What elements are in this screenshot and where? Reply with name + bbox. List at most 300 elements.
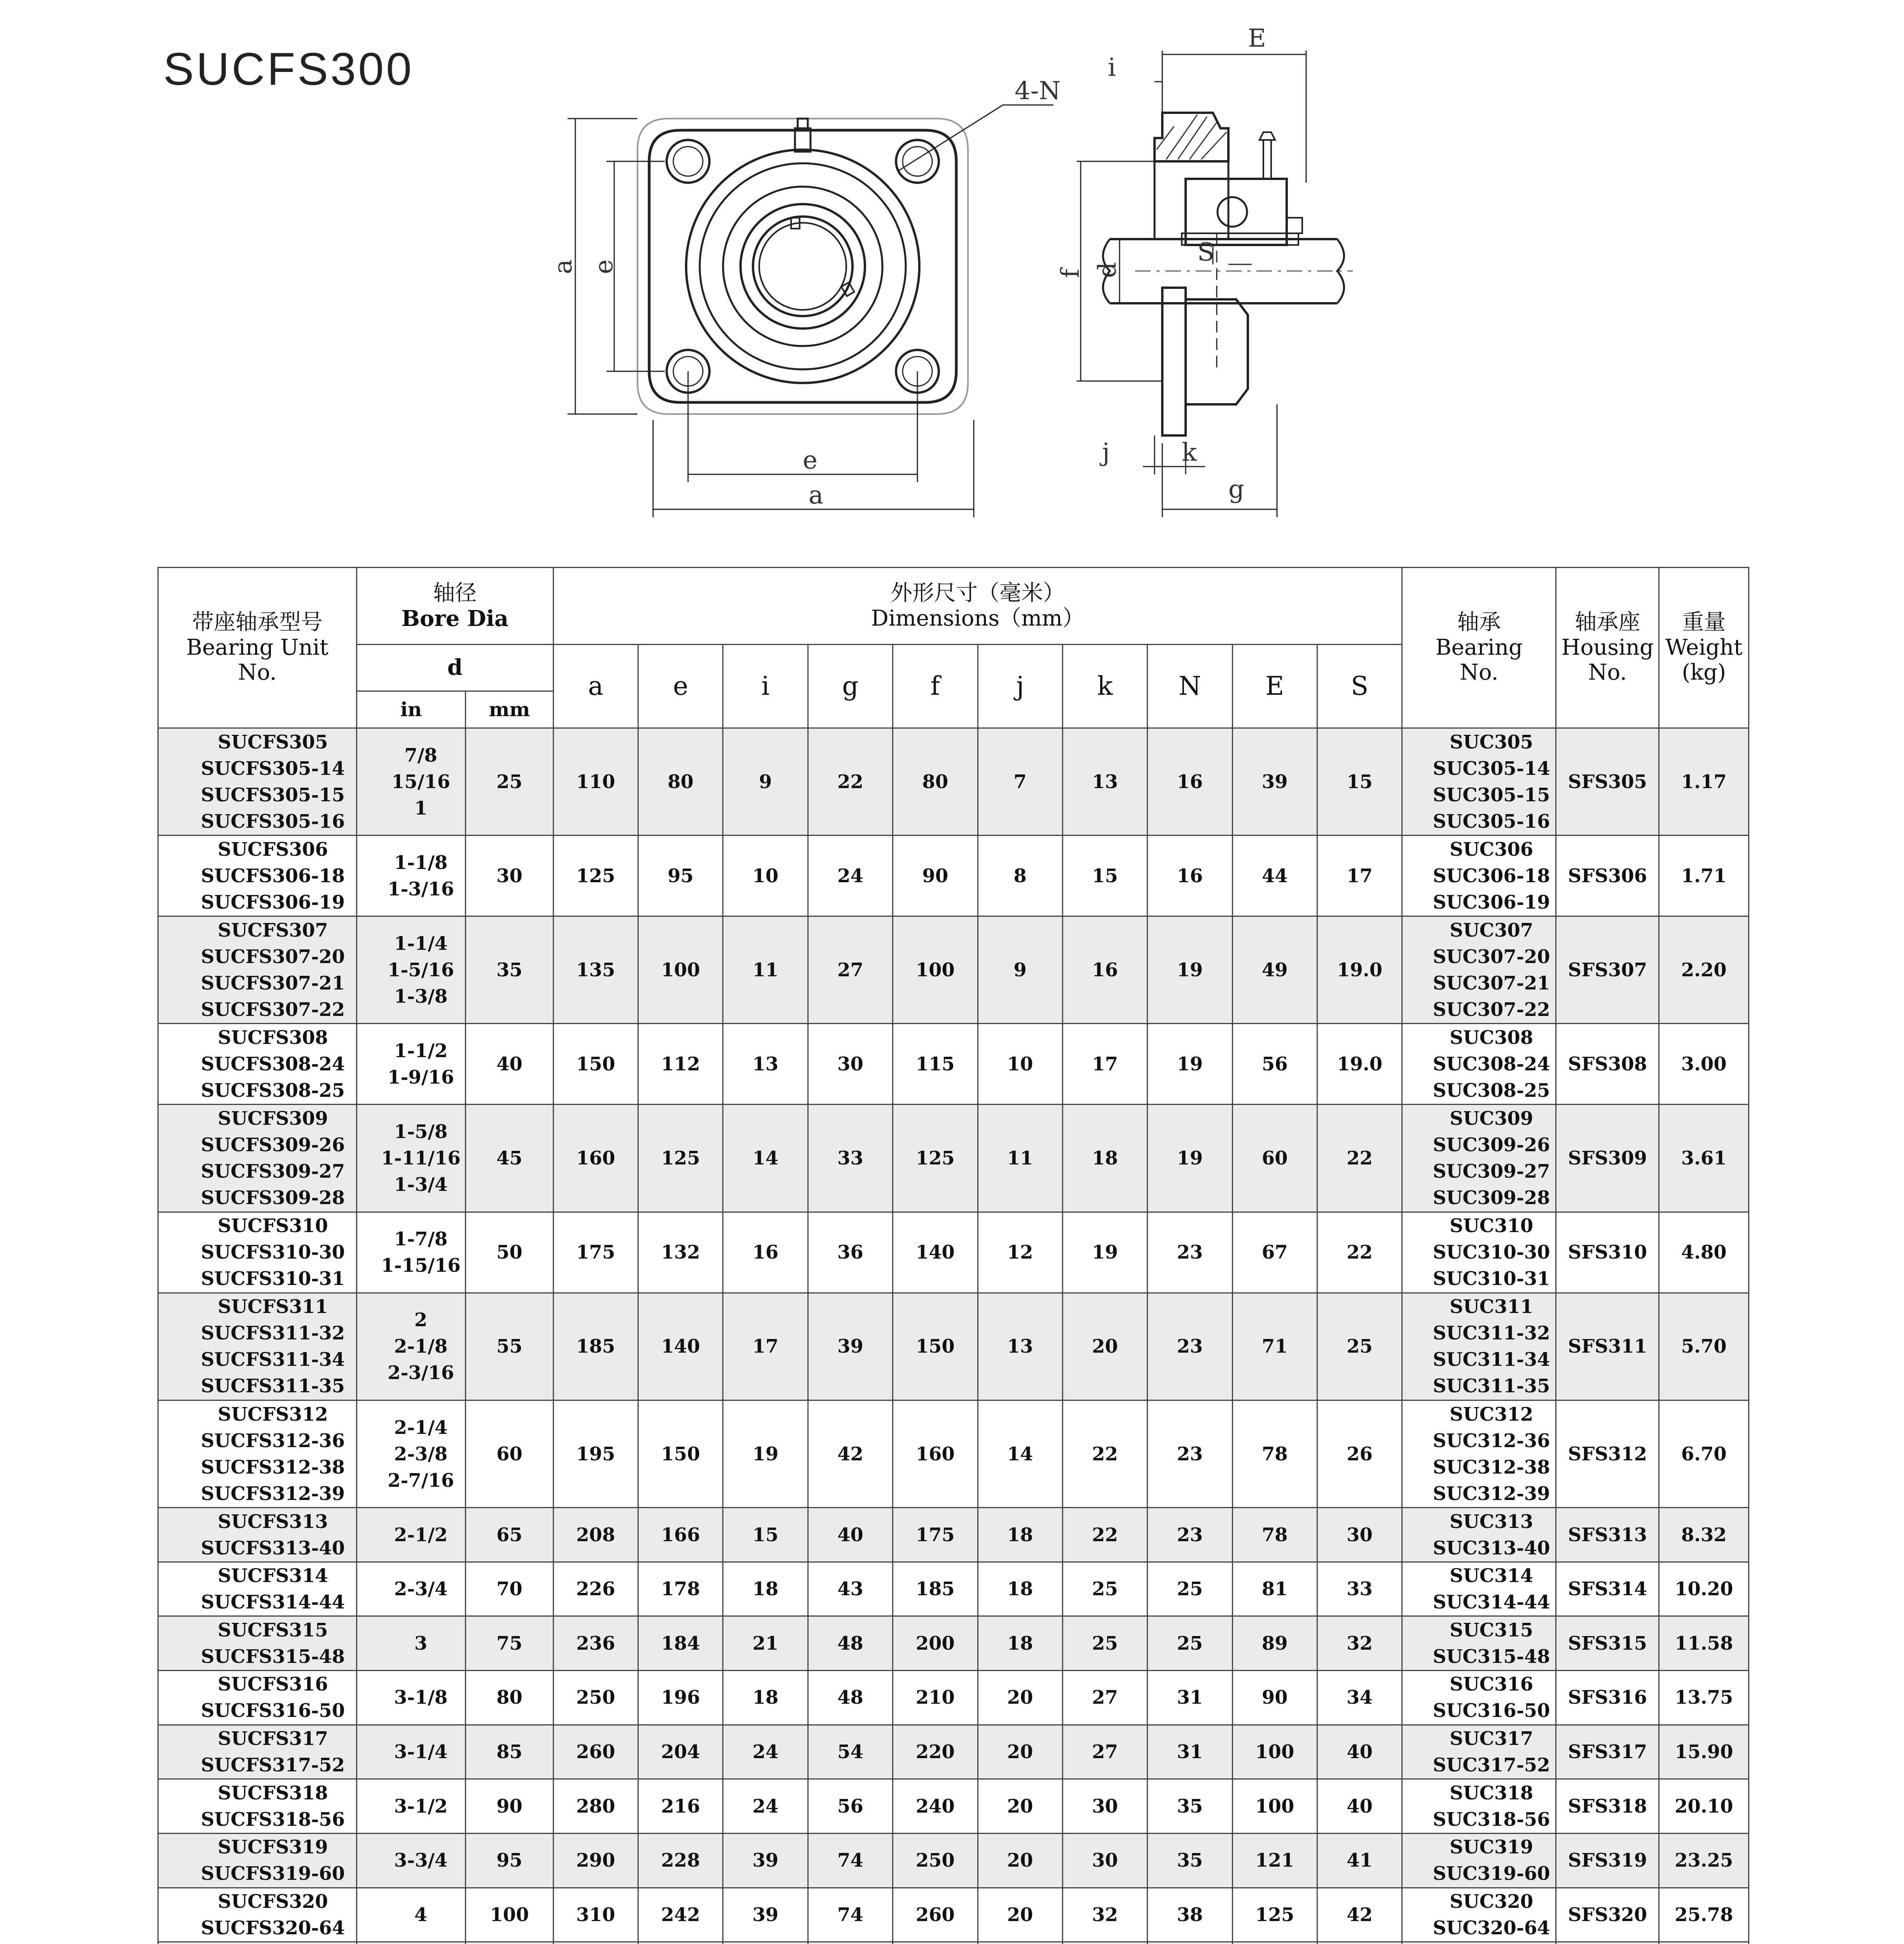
header-dim-a: a xyxy=(553,645,638,728)
cell-dim-g: 27 xyxy=(808,916,893,1024)
cell-dim-j: 9 xyxy=(978,916,1062,1024)
bearing-no: SUC305 xyxy=(1450,731,1534,753)
bore-in: 3-1/8 xyxy=(394,1687,448,1709)
bore-mm: 55 xyxy=(496,1336,522,1358)
cell-bore-mm xyxy=(466,1508,553,1562)
cell-dim-f: 220 xyxy=(893,1725,978,1779)
bore-in: 4 xyxy=(414,1904,428,1926)
unit-no: SUCFS320-64 xyxy=(201,1917,345,1939)
cell-bearing-no xyxy=(1402,1400,1556,1507)
bearing-no: SUC310-31 xyxy=(1432,1268,1550,1290)
cell-weight: 5.70 xyxy=(1659,1293,1749,1400)
cell-unit-no xyxy=(158,1942,357,1944)
cell-dim-k: 25 xyxy=(1062,1616,1147,1671)
bearing-no: SUC308-25 xyxy=(1432,1079,1550,1101)
unit-no: SUCFS305-14 xyxy=(201,757,345,780)
cell-bore-mm xyxy=(466,1779,553,1834)
cell-dim-e: 125 xyxy=(638,1105,723,1212)
cell-bore-in xyxy=(356,1105,465,1212)
cell-dim-E: 100 xyxy=(1232,1779,1317,1834)
cell-dim-k xyxy=(1062,1942,1147,1944)
cell-dim-E: 56 xyxy=(1232,1024,1317,1105)
cell-unit-no xyxy=(158,1400,357,1507)
bearing-no: SUC316 xyxy=(1450,1673,1534,1696)
cell-dim-e: 112 xyxy=(638,1024,723,1105)
unit-no: SUCFS320 xyxy=(218,1890,328,1913)
cell-dim-i xyxy=(723,1942,808,1944)
cell-dim-S: 22 xyxy=(1317,1212,1402,1293)
unit-no: SUCFS309-27 xyxy=(201,1161,345,1183)
table-row xyxy=(158,1212,1749,1293)
bearing-no: SUC309-27 xyxy=(1432,1161,1550,1183)
cell-dim-i: 39 xyxy=(723,1834,808,1888)
cell-dim-j: 12 xyxy=(978,1212,1062,1293)
cell-unit-no xyxy=(158,1725,357,1779)
cell-dim-f: 210 xyxy=(893,1671,978,1725)
cell-dim-j: 20 xyxy=(978,1671,1062,1725)
unit-no: SUCFS310-31 xyxy=(201,1268,345,1290)
cell-dim-N xyxy=(1148,1942,1232,1944)
cell-dim-S: 40 xyxy=(1317,1779,1402,1834)
table-row xyxy=(158,1942,1749,1944)
header-dim-k: k xyxy=(1062,645,1147,728)
bearing-no: SUC315 xyxy=(1450,1619,1534,1641)
bore-in: 2-3/16 xyxy=(388,1362,454,1384)
cell-housing-no: SFS320 xyxy=(1556,1888,1659,1942)
unit-no: SUCFS311-34 xyxy=(201,1349,345,1371)
cell-bore-in xyxy=(356,1293,465,1400)
cell-dim-e: 166 xyxy=(638,1508,723,1562)
cell-dim-S: 42 xyxy=(1317,1888,1402,1942)
unit-no: SUCFS315-48 xyxy=(201,1645,345,1668)
cell-dim-f xyxy=(893,1942,978,1944)
cell-bore-in xyxy=(356,1888,465,1942)
header-dim-N: N xyxy=(1148,645,1232,728)
grease-nipple xyxy=(795,128,811,152)
cell-bearing-no xyxy=(1402,728,1556,836)
cell-bore-in xyxy=(356,1400,465,1507)
cell-dim-g: 24 xyxy=(808,836,893,916)
cell-housing-no: SFS315 xyxy=(1556,1616,1659,1671)
cell-bearing-no xyxy=(1402,1508,1556,1562)
cell-dim-k: 13 xyxy=(1062,728,1147,836)
unit-no: SUCFS312-39 xyxy=(201,1482,345,1505)
cell-dim-f: 160 xyxy=(893,1400,978,1507)
cell-bore-in xyxy=(356,1725,465,1779)
bearing-no: SUC317-52 xyxy=(1432,1754,1550,1776)
cell-bore-in xyxy=(356,1562,465,1616)
cell-dim-f: 240 xyxy=(893,1779,978,1834)
cell-housing-no: SFS318 xyxy=(1556,1779,1659,1834)
unit-no: SUCFS319-60 xyxy=(201,1863,345,1885)
cell-housing-no: SFS319 xyxy=(1556,1834,1659,1888)
cell-dim-f: 250 xyxy=(893,1834,978,1888)
bearing-no: SUC305-14 xyxy=(1432,757,1550,780)
unit-no: SUCFS314 xyxy=(218,1565,328,1587)
cell-dim-N: 23 xyxy=(1148,1293,1232,1400)
cell-dim-k: 27 xyxy=(1062,1725,1147,1779)
bearing-no: SUC313-40 xyxy=(1432,1537,1550,1559)
cell-dim-g: 48 xyxy=(808,1671,893,1725)
cell-dim-e: 204 xyxy=(638,1725,723,1779)
cell-dim-j: 13 xyxy=(978,1293,1062,1400)
bore-mm: 85 xyxy=(496,1741,522,1763)
bearing-insert xyxy=(1186,179,1287,245)
cell-weight: 6.70 xyxy=(1659,1400,1749,1507)
bore-in: 1-3/4 xyxy=(394,1174,448,1196)
cell-dim-E: 60 xyxy=(1232,1105,1317,1212)
bearing-no: SUC309 xyxy=(1450,1108,1534,1130)
header-bearing: 轴承 Bearing No. xyxy=(1402,568,1556,728)
cell-unit-no xyxy=(158,1888,357,1942)
bore-mm: 95 xyxy=(496,1850,522,1872)
cell-dim-g: 42 xyxy=(808,1400,893,1507)
cell-bore-in xyxy=(356,1024,465,1105)
cell-dim-S: 19.0 xyxy=(1317,1024,1402,1105)
dim-e-horizontal: e xyxy=(803,446,817,475)
cell-weight: 25.78 xyxy=(1659,1888,1749,1942)
cell-housing-no: SFS305 xyxy=(1556,728,1659,836)
bore-in: 1-1/2 xyxy=(394,1040,448,1062)
cell-dim-a: 150 xyxy=(553,1024,638,1105)
cell-dim-e xyxy=(638,1942,723,1944)
cell-dim-S: 19.0 xyxy=(1317,916,1402,1024)
cell-bore-in xyxy=(356,836,465,916)
cell-bearing-no xyxy=(1402,1293,1556,1400)
cell-dim-S: 41 xyxy=(1317,1834,1402,1888)
unit-no: SUCFS305-16 xyxy=(201,810,345,832)
bearing-no: SUC308 xyxy=(1450,1026,1534,1049)
cell-weight: 4.80 xyxy=(1659,1212,1749,1293)
unit-no: SUCFS306-18 xyxy=(201,865,345,887)
cell-dim-N: 38 xyxy=(1148,1888,1232,1942)
unit-no: SUCFS305-15 xyxy=(201,784,345,806)
table-row xyxy=(158,1725,1749,1779)
dim-a-vertical: a xyxy=(549,259,578,274)
bearing-no: SUC319-60 xyxy=(1432,1863,1550,1885)
bore-mm: 70 xyxy=(496,1578,522,1600)
cell-dim-k: 18 xyxy=(1062,1105,1147,1212)
header-dim-e: e xyxy=(638,645,723,728)
cell-unit-no xyxy=(158,1105,357,1212)
cell-dim-N: 35 xyxy=(1148,1779,1232,1834)
cell-housing-no: SFS309 xyxy=(1556,1105,1659,1212)
bore-in: 3-3/4 xyxy=(394,1850,448,1872)
bearing-no: SUC311-34 xyxy=(1432,1349,1550,1371)
cell-dim-i: 24 xyxy=(723,1779,808,1834)
bore-in: 1-1/4 xyxy=(394,932,448,955)
unit-no: SUCFS310-30 xyxy=(201,1241,345,1264)
bearing-no: SUC311-35 xyxy=(1432,1375,1550,1397)
cell-bore-in xyxy=(356,1671,465,1725)
specification-table xyxy=(157,567,1749,1944)
cell-dim-i: 17 xyxy=(723,1293,808,1400)
unit-no: SUCFS310 xyxy=(218,1215,328,1237)
bearing-no: SUC309-28 xyxy=(1432,1187,1550,1209)
cell-dim-N: 23 xyxy=(1148,1508,1232,1562)
cell-housing-no: SFS316 xyxy=(1556,1671,1659,1725)
cell-dim-g: 36 xyxy=(808,1212,893,1293)
cell-dim-N: 25 xyxy=(1148,1562,1232,1616)
cell-unit-no xyxy=(158,1616,357,1671)
unit-no: SUCFS308-24 xyxy=(201,1053,345,1075)
dim-f: f xyxy=(1056,269,1085,278)
cell-dim-i: 19 xyxy=(723,1400,808,1507)
cell-bore-mm xyxy=(466,836,553,916)
cell-bore-mm xyxy=(466,1942,553,1944)
cell-bearing-no xyxy=(1402,1024,1556,1105)
cell-bore-mm xyxy=(466,1105,553,1212)
table-row xyxy=(158,1105,1749,1212)
cell-housing-no: SFS313 xyxy=(1556,1508,1659,1562)
cell-dim-a xyxy=(553,1942,638,1944)
cell-dim-i: 18 xyxy=(723,1562,808,1616)
unit-no: SUCFS312 xyxy=(218,1403,328,1425)
cell-bore-mm xyxy=(466,1616,553,1671)
unit-no: SUCFS306 xyxy=(218,838,328,860)
table-row xyxy=(158,1888,1749,1942)
cell-unit-no xyxy=(158,836,357,916)
bore-in: 1-5/8 xyxy=(394,1121,448,1143)
unit-no: SUCFS311-35 xyxy=(201,1375,345,1397)
bearing-no: SUC311 xyxy=(1450,1296,1534,1318)
cell-dim-g: 56 xyxy=(808,1779,893,1834)
unit-no: SUCFS307-22 xyxy=(201,998,345,1021)
cell-bearing-no xyxy=(1402,1105,1556,1212)
bearing-no: SUC318-56 xyxy=(1432,1808,1550,1830)
unit-no: SUCFS314-44 xyxy=(201,1591,345,1614)
cell-dim-f: 140 xyxy=(893,1212,978,1293)
cell-dim-j: 10 xyxy=(978,1024,1062,1105)
cell-dim-E: 78 xyxy=(1232,1400,1317,1507)
cell-dim-N: 25 xyxy=(1148,1616,1232,1671)
cell-dim-k: 30 xyxy=(1062,1834,1147,1888)
cell-dim-e: 80 xyxy=(638,728,723,836)
cell-bearing-no xyxy=(1402,1834,1556,1888)
cell-housing-no: SFS314 xyxy=(1556,1562,1659,1616)
cell-bearing-no xyxy=(1402,916,1556,1024)
cell-dim-j: 20 xyxy=(978,1834,1062,1888)
cell-weight: 3.61 xyxy=(1659,1105,1749,1212)
cell-dim-g: 33 xyxy=(808,1105,893,1212)
cell-dim-e: 95 xyxy=(638,836,723,916)
bore-mm: 50 xyxy=(496,1241,522,1264)
cell-dim-e: 140 xyxy=(638,1293,723,1400)
bore-mm: 25 xyxy=(496,771,522,793)
unit-no: SUCFS316-50 xyxy=(201,1700,345,1722)
unit-no: SUCFS315 xyxy=(218,1619,328,1641)
bearing-no: SUC308-24 xyxy=(1432,1053,1550,1075)
table-row xyxy=(158,1024,1749,1105)
bore-in: 15/16 xyxy=(391,771,451,793)
cell-dim-N: 19 xyxy=(1148,916,1232,1024)
cell-dim-e: 132 xyxy=(638,1212,723,1293)
cell-bore-mm xyxy=(466,1888,553,1942)
unit-no: SUCFS317-52 xyxy=(201,1754,345,1776)
cell-bore-mm xyxy=(466,1293,553,1400)
unit-no: SUCFS317 xyxy=(218,1728,328,1750)
cell-dim-E: 89 xyxy=(1232,1616,1317,1671)
cell-bearing-no xyxy=(1402,1942,1556,1944)
cell-dim-g xyxy=(808,1942,893,1944)
cell-dim-N: 35 xyxy=(1148,1834,1232,1888)
dim-e-vertical: e xyxy=(590,259,618,274)
header-d: d xyxy=(356,645,553,691)
bearing-no: SUC307 xyxy=(1450,919,1534,941)
unit-no: SUCFS307-20 xyxy=(201,946,345,968)
bore-mm: 30 xyxy=(496,865,522,887)
unit-no: SUCFS306-19 xyxy=(201,891,345,913)
cell-unit-no xyxy=(158,1508,357,1562)
cell-dim-j: 7 xyxy=(978,728,1062,836)
cell-dim-E xyxy=(1232,1942,1317,1944)
cell-dim-f: 175 xyxy=(893,1508,978,1562)
cell-bore-mm xyxy=(466,1834,553,1888)
cell-dim-S: 15 xyxy=(1317,728,1402,836)
cell-unit-no xyxy=(158,916,357,1024)
unit-no: SUCFS311 xyxy=(218,1296,328,1318)
cell-dim-a: 236 xyxy=(553,1616,638,1671)
cell-dim-S: 26 xyxy=(1317,1400,1402,1507)
cell-unit-no xyxy=(158,1834,357,1888)
cell-dim-S: 32 xyxy=(1317,1616,1402,1671)
unit-no: SUCFS318 xyxy=(218,1782,328,1804)
cell-dim-f: 150 xyxy=(893,1293,978,1400)
header-housing: 轴承座 Housing No. xyxy=(1556,568,1659,728)
dim-d: d xyxy=(1093,262,1122,278)
cell-dim-g: 40 xyxy=(808,1508,893,1562)
cell-dim-f: 100 xyxy=(893,916,978,1024)
bearing-no: SUC312-36 xyxy=(1432,1430,1550,1452)
cell-dim-i: 9 xyxy=(723,728,808,836)
bearing-no: SUC312-38 xyxy=(1432,1456,1550,1478)
bore-in: 2 xyxy=(414,1309,428,1331)
cell-dim-j: 8 xyxy=(978,836,1062,916)
cell-dim-i: 10 xyxy=(723,836,808,916)
cell-dim-f: 185 xyxy=(893,1562,978,1616)
table-row xyxy=(158,1508,1749,1562)
cell-bore-mm xyxy=(466,916,553,1024)
header-dim-j: j xyxy=(978,645,1062,728)
cell-dim-a: 208 xyxy=(553,1508,638,1562)
cell-dim-E: 81 xyxy=(1232,1562,1317,1616)
cell-dim-a: 280 xyxy=(553,1779,638,1834)
table-row xyxy=(158,1671,1749,1725)
cell-dim-k: 25 xyxy=(1062,1562,1147,1616)
cell-housing-no: SFS311 xyxy=(1556,1293,1659,1400)
bore-in: 1 xyxy=(414,797,428,819)
bore-in: 3-1/4 xyxy=(394,1741,448,1763)
cell-dim-k: 19 xyxy=(1062,1212,1147,1293)
cell-bearing-no xyxy=(1402,1779,1556,1834)
bearing-unit-drawing xyxy=(536,16,1392,529)
cell-weight: 3.00 xyxy=(1659,1024,1749,1105)
cell-dim-E: 78 xyxy=(1232,1508,1317,1562)
cell-bore-mm xyxy=(466,1024,553,1105)
cell-bore-in xyxy=(356,1508,465,1562)
cell-dim-a: 290 xyxy=(553,1834,638,1888)
cell-weight: 13.75 xyxy=(1659,1671,1749,1725)
cell-dim-a: 185 xyxy=(553,1293,638,1400)
cell-housing-no: SFS306 xyxy=(1556,836,1659,916)
unit-no: SUCFS308-25 xyxy=(201,1079,345,1101)
cell-unit-no xyxy=(158,728,357,836)
cell-dim-f: 90 xyxy=(893,836,978,916)
bearing-no: SUC307-21 xyxy=(1432,972,1550,994)
dim-a-horizontal: a xyxy=(809,481,824,510)
cell-bearing-no xyxy=(1402,836,1556,916)
cell-dim-a: 226 xyxy=(553,1562,638,1616)
cell-dim-f: 200 xyxy=(893,1616,978,1671)
cell-dim-k: 22 xyxy=(1062,1400,1147,1507)
cell-dim-N: 19 xyxy=(1148,1105,1232,1212)
cell-unit-no xyxy=(158,1024,357,1105)
table-row xyxy=(158,916,1749,1024)
cell-dim-g: 30 xyxy=(808,1024,893,1105)
bearing-no: SUC307-20 xyxy=(1432,946,1550,968)
bore-in: 1-9/16 xyxy=(388,1066,454,1088)
cell-dim-i: 11 xyxy=(723,916,808,1024)
cell-bore-mm xyxy=(466,1562,553,1616)
bearing-no: SUC319 xyxy=(1450,1836,1534,1858)
unit-no: SUCFS313-40 xyxy=(201,1537,345,1559)
cell-dim-i: 16 xyxy=(723,1212,808,1293)
cell-dim-j: 20 xyxy=(978,1888,1062,1942)
cell-dim-E: 44 xyxy=(1232,836,1317,916)
cell-dim-a: 160 xyxy=(553,1105,638,1212)
bore-mm: 35 xyxy=(496,959,522,981)
bore-mm: 75 xyxy=(496,1632,522,1654)
bearing-no: SUC305-16 xyxy=(1432,810,1550,832)
bore-in: 1-7/8 xyxy=(394,1228,448,1250)
table-row xyxy=(158,1562,1749,1616)
dim-4n: 4-N xyxy=(1015,77,1061,105)
bearing-no: SUC314 xyxy=(1450,1565,1534,1587)
bearing-no: SUC320 xyxy=(1450,1890,1534,1913)
cell-dim-E: 90 xyxy=(1232,1671,1317,1725)
dim-g: g xyxy=(1228,475,1244,504)
cell-dim-S xyxy=(1317,1942,1402,1944)
cell-bearing-no xyxy=(1402,1671,1556,1725)
cell-dim-N: 23 xyxy=(1148,1400,1232,1507)
unit-no: SUCFS311-32 xyxy=(201,1322,345,1344)
cell-dim-S: 25 xyxy=(1317,1293,1402,1400)
cell-dim-e: 242 xyxy=(638,1888,723,1942)
cell-bearing-no xyxy=(1402,1562,1556,1616)
cell-dim-S: 17 xyxy=(1317,836,1402,916)
cell-dim-e: 100 xyxy=(638,916,723,1024)
bore-mm: 65 xyxy=(496,1524,522,1546)
cell-unit-no xyxy=(158,1562,357,1616)
bore-in: 1-11/16 xyxy=(381,1147,461,1170)
cell-dim-N: 23 xyxy=(1148,1212,1232,1293)
unit-no: SUCFS313 xyxy=(218,1510,328,1533)
unit-no: SUCFS309 xyxy=(218,1108,328,1130)
header-weight: 重量 Weight (kg) xyxy=(1659,568,1749,728)
cell-bore-mm xyxy=(466,1671,553,1725)
bearing-no: SUC306-18 xyxy=(1432,865,1550,887)
cell-dim-e: 178 xyxy=(638,1562,723,1616)
bore-in: 3-1/2 xyxy=(394,1795,448,1817)
unit-no: SUCFS307 xyxy=(218,919,328,941)
unit-no: SUCFS309-28 xyxy=(201,1187,345,1209)
table-row xyxy=(158,728,1749,836)
bore-in: 1-5/16 xyxy=(388,959,454,981)
bore-mm: 90 xyxy=(496,1795,522,1817)
cell-dim-S: 30 xyxy=(1317,1508,1402,1562)
unit-no: SUCFS318-56 xyxy=(201,1808,345,1830)
bearing-no: SUC315-48 xyxy=(1432,1645,1550,1668)
